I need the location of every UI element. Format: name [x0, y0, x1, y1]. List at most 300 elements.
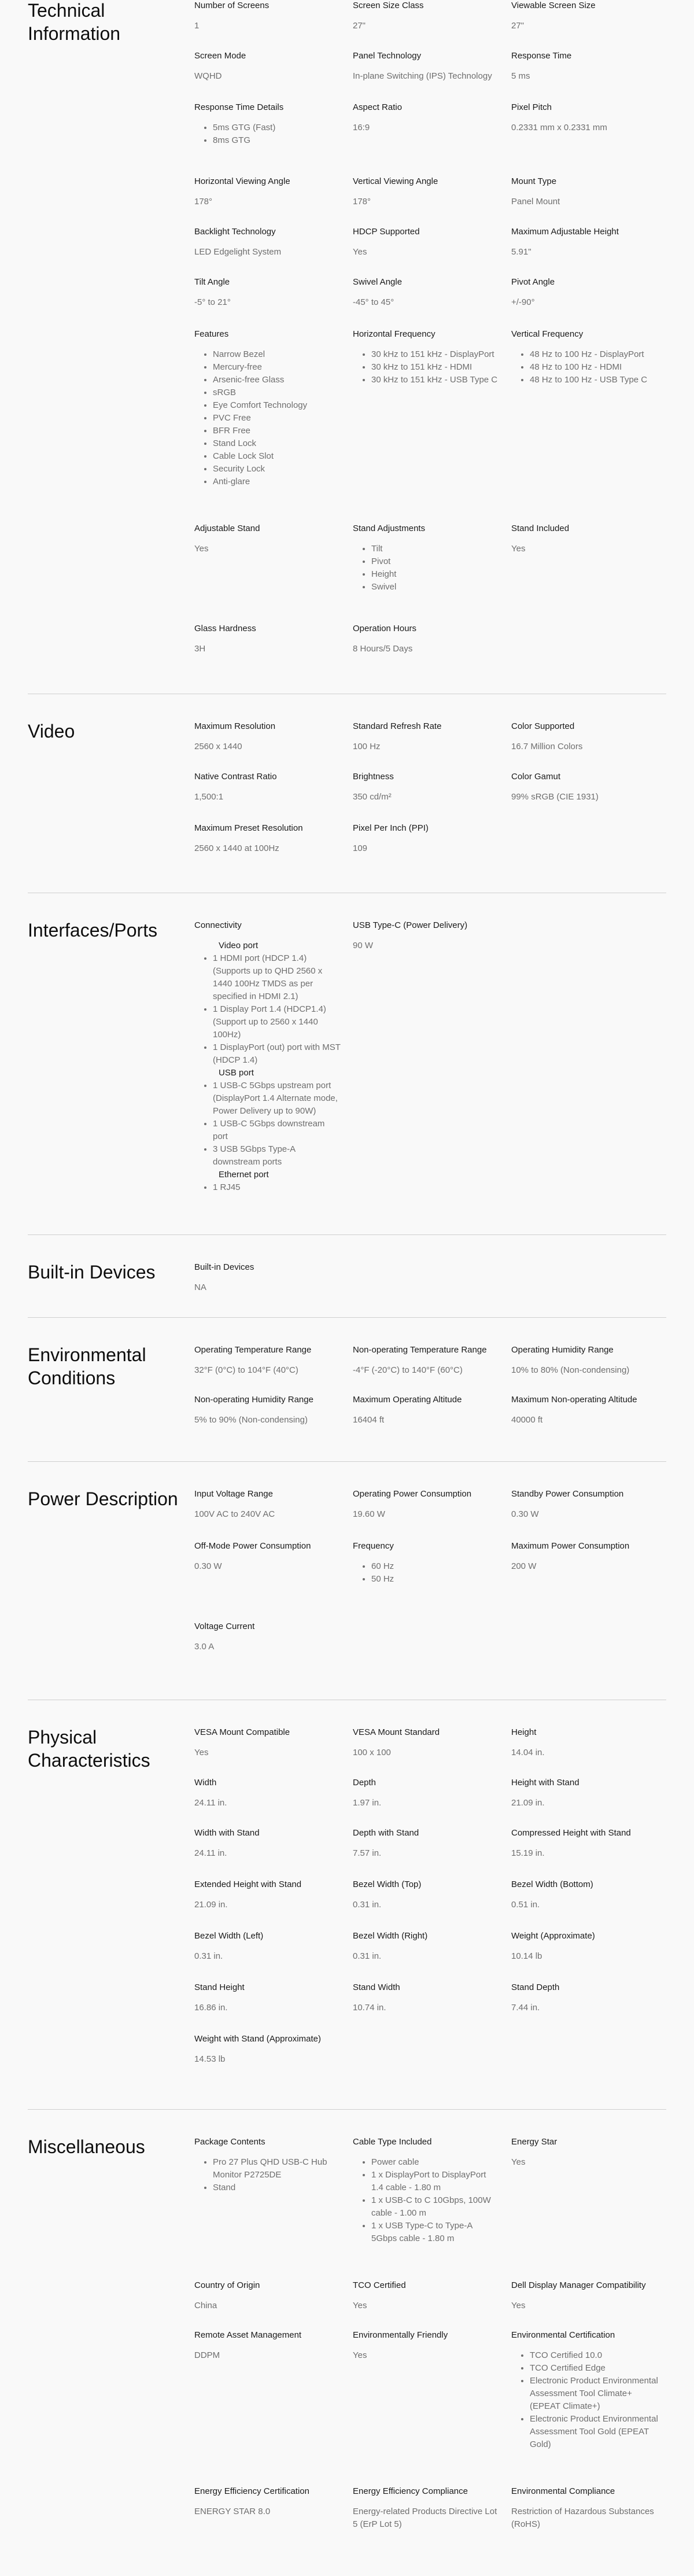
spec-value: 90 W: [353, 941, 374, 950]
spec-label: Stand Depth: [511, 1982, 560, 1992]
spec-value: 32°F (0°C) to 104°F (40°C): [194, 1365, 298, 1375]
spec-value-list: [194, 121, 341, 147]
spec-value: 100 Hz: [353, 742, 381, 751]
spec-value: 0.51 in.: [511, 1900, 540, 1910]
spec-value: 109: [353, 843, 368, 853]
spec-maximum-operating-altitude: [353, 1394, 511, 1427]
spec-grid: [194, 1344, 670, 1444]
spec-value: DDPM: [194, 2350, 220, 2360]
spec-label: Stand Included: [511, 524, 570, 533]
spec-list-item: • 48 Hz to 100 Hz - USB Type C: [530, 374, 658, 386]
spec-label: Maximum Adjustable Height: [511, 227, 619, 237]
spec-value: +/-90°: [511, 297, 535, 307]
spec-label: Viewable Screen Size: [511, 1, 596, 10]
spec-tco-certified: [353, 2280, 511, 2312]
spec-label: Tilt Angle: [194, 277, 230, 287]
spec-value: 200 W: [511, 1561, 537, 1571]
spec-value: 16:9: [353, 123, 370, 132]
spec-label: Horizontal Frequency: [353, 329, 435, 339]
section-title: Technical Information: [28, 0, 121, 44]
port-group-heading: Ethernet port: [219, 1170, 269, 1180]
section-physical-characteristics: [28, 1700, 666, 2110]
spec-label: Bezel Width (Top): [353, 1880, 422, 1889]
spec-features: [194, 329, 353, 488]
port-group-list: [194, 1181, 341, 1194]
spec-vesa-mount-standard: [353, 1727, 511, 1759]
spec-label: Adjustable Stand: [194, 524, 260, 533]
spec-standard-refresh-rate: [353, 721, 511, 753]
spec-label: Maximum Operating Altitude: [353, 1395, 462, 1405]
spec-maximum-adjustable-height: [511, 226, 670, 259]
spec-label: VESA Mount Compatible: [194, 1727, 290, 1737]
spec-value: 0.31 in.: [353, 1900, 382, 1910]
spec-label: Features: [194, 329, 229, 339]
spec-list-item: • Swivel: [371, 581, 500, 594]
spec-label: Response Time: [511, 51, 572, 61]
spec-value: 5% to 90% (Non-condensing): [194, 1415, 308, 1425]
spec-label: Cable Type Included: [353, 2137, 432, 2147]
spec-label: Brightness: [353, 772, 394, 782]
spec-bezel-width-right: [353, 1930, 511, 1963]
spec-label: Screen Size Class: [353, 1, 424, 10]
spec-value: 0.2331 mm x 0.2331 mm: [511, 123, 607, 132]
spec-list-item: • 48 Hz to 100 Hz - DisplayPort: [530, 348, 658, 361]
spec-mount-type: [511, 176, 670, 208]
spec-weight-with-stand-approximate: [194, 2033, 353, 2066]
spec-vertical-viewing-angle: [353, 176, 511, 208]
spec-value: 3.0 A: [194, 1642, 215, 1652]
spec-list-item: • Mercury-free: [213, 361, 341, 374]
spec-list-item: • 1 x USB-C to C 10Gbps, 100W cable - 1.00 m: [371, 2194, 500, 2220]
spec-value-list: [353, 2156, 500, 2245]
spec-list-item: • 8ms GTG: [213, 134, 341, 147]
spec-label: Bezel Width (Right): [353, 1931, 428, 1941]
spec-stand-height: [194, 1982, 353, 2014]
spec-non-operating-temperature-range: [353, 1344, 511, 1377]
spec-list-item: • 30 kHz to 151 kHz - DisplayPort: [371, 348, 500, 361]
spec-energy-star: [511, 2136, 670, 2245]
spec-label: Stand Adjustments: [353, 524, 426, 533]
spec-list-item: • 48 Hz to 100 Hz - HDMI: [530, 361, 658, 374]
spec-label: Glass Hardness: [194, 624, 256, 633]
spec-value: 0.31 in.: [353, 1951, 382, 1961]
spec-label: HDCP Supported: [353, 227, 420, 237]
section-interfaces-ports: [28, 893, 666, 1235]
spec-list-item: • Pro 27 Plus QHD USB-C Hub Monitor P2725DE: [213, 2156, 341, 2181]
spec-backlight-technology: [194, 226, 353, 259]
spec-value-list: [511, 348, 658, 386]
section-title: Physical Characteristics: [28, 1727, 150, 1771]
spec-value: 14.53 lb: [194, 2054, 226, 2064]
spec-stand-depth: [511, 1982, 670, 2014]
spec-value: Yes: [511, 2301, 526, 2310]
spec-label: Built-in Devices: [194, 1262, 254, 1272]
spec-label: Bezel Width (Left): [194, 1931, 264, 1941]
spec-label: Width with Stand: [194, 1828, 260, 1838]
spec-label: Depth with Stand: [353, 1828, 419, 1838]
spec-label: Color Supported: [511, 721, 575, 731]
spec-value: 16404 ft: [353, 1415, 385, 1425]
spec-usb-type-c-power-delivery: [353, 920, 511, 1194]
spec-label: Color Gamut: [511, 772, 561, 782]
spec-operating-power-consumption: [353, 1488, 511, 1521]
spec-label: Width: [194, 1778, 217, 1788]
spec-extended-height-with-stand: [194, 1879, 353, 1911]
spec-label: Energy Efficiency Compliance: [353, 2486, 468, 2496]
spec-width: [194, 1777, 353, 1810]
spec-operating-humidity-range: [511, 1344, 670, 1377]
spec-label: Bezel Width (Bottom): [511, 1880, 593, 1889]
spec-value: Yes: [194, 544, 209, 554]
spec-horizontal-viewing-angle: [194, 176, 353, 208]
spec-hdcp-supported: [353, 226, 511, 259]
section-built-in-devices: [28, 1235, 666, 1318]
spec-bezel-width-bottom: [511, 1879, 670, 1911]
spec-cable-type-included: [353, 2136, 511, 2245]
spec-value: ENERGY STAR 8.0: [194, 2507, 271, 2516]
spec-value: 5.91": [511, 247, 531, 257]
spec-label: Swivel Angle: [353, 277, 403, 287]
spec-package-contents: [194, 2136, 353, 2245]
spec-environmental-certification: [511, 2330, 670, 2451]
section-technical-information: [28, 0, 666, 694]
spec-swivel-angle: [353, 277, 511, 309]
spec-value: Yes: [194, 1748, 209, 1757]
spec-standby-power-consumption: [511, 1488, 670, 1521]
spec-value: 0.31 in.: [194, 1951, 223, 1961]
spec-label: Panel Technology: [353, 51, 422, 61]
spec-value: 40000 ft: [511, 1415, 543, 1425]
port-group-list: [194, 952, 341, 1067]
spec-label: Environmental Compliance: [511, 2486, 615, 2496]
spec-label: Environmentally Friendly: [353, 2330, 448, 2340]
spec-label: Pixel Per Inch (PPI): [353, 823, 429, 833]
spec-label: Native Contrast Ratio: [194, 772, 277, 782]
spec-label: Pivot Angle: [511, 277, 555, 287]
spec-value: 24.11 in.: [194, 1798, 227, 1808]
spec-width-with-stand: [194, 1827, 353, 1860]
spec-list-item: • Stand: [213, 2181, 341, 2194]
spec-label: Frequency: [353, 1541, 394, 1551]
spec-value: Restriction of Hazardous Substances (RoHS): [511, 2507, 654, 2529]
spec-energy-efficiency-compliance: [353, 2486, 511, 2531]
section-title: Interfaces/Ports: [28, 920, 158, 941]
spec-value-list: [353, 348, 500, 386]
spec-label: Standard Refresh Rate: [353, 721, 442, 731]
spec-list-item: • 50 Hz: [371, 1573, 500, 1586]
spec-label: Compressed Height with Stand: [511, 1828, 631, 1838]
spec-grid: [194, 0, 670, 673]
port-list-item: • 1 Display Port 1.4 (HDCP1.4) (Support up to 2560 x 1440 100Hz): [213, 1003, 341, 1041]
spec-label: USB Type-C (Power Delivery): [353, 920, 468, 930]
spec-maximum-power-consumption: [511, 1541, 670, 1586]
spec-weight-approximate: [511, 1930, 670, 1963]
port-list-item: • 3 USB 5Gbps Type-A downstream ports: [213, 1143, 341, 1169]
spec-operation-hours: [353, 623, 511, 655]
spec-label: Depth: [353, 1778, 376, 1788]
spec-value: 16.7 Million Colors: [511, 742, 583, 751]
spec-label: Non-operating Temperature Range: [353, 1345, 487, 1355]
spec-value: 0.30 W: [511, 1509, 539, 1519]
spec-value: 19.60 W: [353, 1509, 385, 1519]
spec-label: TCO Certified: [353, 2280, 406, 2290]
spec-value: 3H: [194, 644, 206, 654]
section-miscellaneous: [28, 2110, 666, 2576]
spec-stand-included: [511, 523, 670, 594]
spec-vesa-mount-compatible: [194, 1727, 353, 1759]
spec-value: 100 x 100: [353, 1748, 391, 1757]
spec-screen-size-class: [353, 0, 511, 32]
spec-maximum-non-operating-altitude: [511, 1394, 670, 1427]
spec-label: Country of Origin: [194, 2280, 260, 2290]
spec-value: 178°: [194, 197, 213, 207]
spec-label: Mount Type: [511, 176, 557, 186]
spec-value: 16.86 in.: [194, 2003, 228, 2013]
spec-label: Response Time Details: [194, 102, 284, 112]
spec-list-item: • Narrow Bezel: [213, 348, 341, 361]
spec-value: 7.44 in.: [511, 2003, 540, 2013]
spec-label: Connectivity: [194, 920, 242, 930]
spec-country-of-origin: [194, 2280, 353, 2312]
spec-operating-temperature-range: [194, 1344, 353, 1377]
spec-value: 27": [353, 21, 366, 31]
spec-label: Weight with Stand (Approximate): [194, 2034, 321, 2044]
spec-value: Yes: [511, 544, 526, 554]
spec-grid: [194, 1727, 670, 2084]
spec-color-gamut: [511, 771, 670, 804]
spec-value: 1: [194, 21, 200, 31]
spec-grid: [194, 1488, 670, 1671]
port-group-heading: USB port: [219, 1068, 254, 1078]
spec-value: 8 Hours/5 Days: [353, 644, 413, 654]
spec-list-item: • Electronic Product Environmental Assessment Tool Gold (EPEAT Gold): [530, 2413, 658, 2451]
spec-label: Remote Asset Management: [194, 2330, 302, 2340]
spec-response-time: [511, 50, 670, 83]
port-group-heading: Video port: [219, 941, 259, 950]
spec-depth: [353, 1777, 511, 1810]
spec-label: Stand Width: [353, 1982, 400, 1992]
spec-value: 2560 x 1440 at 100Hz: [194, 843, 279, 853]
spec-list-item: • TCO Certified 10.0: [530, 2349, 658, 2362]
spec-input-voltage-range: [194, 1488, 353, 1521]
spec-value: 99% sRGB (CIE 1931): [511, 792, 599, 802]
spec-brightness: [353, 771, 511, 804]
spec-label: Maximum Power Consumption: [511, 1541, 630, 1551]
spec-label: Energy Star: [511, 2137, 558, 2147]
spec-label: Input Voltage Range: [194, 1489, 273, 1499]
spec-grid: [194, 1262, 670, 1294]
spec-dell-display-manager-compatibility: [511, 2280, 670, 2312]
spec-value: 0.30 W: [194, 1561, 222, 1571]
spec-value: -4°F (-20°C) to 140°F (60°C): [353, 1365, 463, 1375]
spec-list-item: • Electronic Product Environmental Assessment Tool Climate+ (EPEAT Climate+): [530, 2375, 658, 2413]
spec-value: 5 ms: [511, 71, 530, 81]
spec-value: WQHD: [194, 71, 222, 81]
spec-list-item: • Security Lock: [213, 463, 341, 476]
spec-value: 10% to 80% (Non-condensing): [511, 1365, 630, 1375]
spec-list-item: • Anti-glare: [213, 476, 341, 488]
spec-value: 1,500:1: [194, 792, 224, 802]
port-list-item: • 1 DisplayPort (out) port with MST (HDCP 1.4): [213, 1041, 341, 1067]
spec-value: 21.09 in.: [511, 1798, 545, 1808]
spec-value: 15.19 in.: [511, 1848, 545, 1858]
spec-label: Package Contents: [194, 2137, 265, 2147]
section-environmental-conditions: [28, 1318, 666, 1462]
spec-list-item: • Arsenic-free Glass: [213, 374, 341, 386]
spec-maximum-preset-resolution: [194, 823, 353, 855]
spec-remote-asset-management: [194, 2330, 353, 2451]
spec-value: 10.74 in.: [353, 2003, 386, 2013]
spec-label: Weight (Approximate): [511, 1931, 595, 1941]
spec-label: Operating Temperature Range: [194, 1345, 312, 1355]
spec-value: 350 cd/m²: [353, 792, 392, 802]
spec-number-of-screens: [194, 0, 353, 32]
spec-value: 14.04 in.: [511, 1748, 545, 1757]
spec-value-list: [353, 543, 500, 594]
spec-response-time-details: [194, 102, 353, 147]
spec-grid: [194, 2136, 670, 2548]
spec-label: Maximum Non-operating Altitude: [511, 1395, 637, 1405]
spec-label: Standby Power Consumption: [511, 1489, 624, 1499]
spec-list-item: • Pivot: [371, 555, 500, 568]
spec-off-mode-power-consumption: [194, 1541, 353, 1586]
spec-label: Vertical Viewing Angle: [353, 176, 438, 186]
spec-value: LED Edgelight System: [194, 247, 282, 257]
spec-label: Stand Height: [194, 1982, 245, 1992]
spec-screen-mode: [194, 50, 353, 83]
spec-value: 178°: [353, 197, 371, 207]
spec-height: [511, 1727, 670, 1759]
spec-label: Maximum Resolution: [194, 721, 276, 731]
spec-value: -5° to 21°: [194, 297, 231, 307]
spec-value: Panel Mount: [511, 197, 560, 207]
spec-list-item: • TCO Certified Edge: [530, 2362, 658, 2375]
spec-environmentally-friendly: [353, 2330, 511, 2451]
spec-list-item: • Cable Lock Slot: [213, 450, 341, 463]
spec-value-list: [511, 2349, 658, 2451]
spec-label: Dell Display Manager Compatibility: [511, 2280, 646, 2290]
spec-value: Yes: [511, 2157, 526, 2167]
spec-list-item: • Power cable: [371, 2156, 500, 2169]
spec-pixel-pitch: [511, 102, 670, 147]
port-list-item: • 1 USB-C 5Gbps upstream port (DisplayPort 1.4 Alternate mode, Power Delivery up to 90W): [213, 1079, 341, 1118]
spec-list-item: • 30 kHz to 151 kHz - HDMI: [371, 361, 500, 374]
spec-maximum-resolution: [194, 721, 353, 753]
spec-tilt-angle: [194, 277, 353, 309]
spec-label: Off-Mode Power Consumption: [194, 1541, 311, 1551]
spec-height-with-stand: [511, 1777, 670, 1810]
spec-depth-with-stand: [353, 1827, 511, 1860]
spec-value: 100V AC to 240V AC: [194, 1509, 275, 1519]
spec-list-item: • 5ms GTG (Fast): [213, 121, 341, 134]
spec-grid: [194, 920, 670, 1194]
spec-label: Maximum Preset Resolution: [194, 823, 303, 833]
section-title: Built-in Devices: [28, 1262, 156, 1283]
spec-stand-width: [353, 1982, 511, 2014]
spec-connectivity: [194, 920, 353, 1194]
spec-list-item: • Stand Lock: [213, 437, 341, 450]
spec-label: Number of Screens: [194, 1, 270, 10]
spec-pixel-per-inch-ppi: [353, 823, 511, 855]
spec-list-item: • sRGB: [213, 386, 341, 399]
spec-environmental-compliance: [511, 2486, 670, 2531]
spec-panel-technology: [353, 50, 511, 83]
spec-label: Operation Hours: [353, 624, 417, 633]
spec-value: -45° to 45°: [353, 297, 394, 307]
spec-label: Non-operating Humidity Range: [194, 1395, 313, 1405]
section-power-description: [28, 1462, 666, 1700]
spec-value-list: [194, 348, 341, 488]
spec-value: Yes: [353, 2350, 367, 2360]
spec-value: China: [194, 2301, 217, 2310]
spec-list-item: • 1 x DisplayPort to DisplayPort 1.4 cable - 1.80 m: [371, 2169, 500, 2194]
spec-label: Operating Power Consumption: [353, 1489, 472, 1499]
port-list-item: • 1 USB-C 5Gbps downstream port: [213, 1118, 341, 1143]
section-title: Power Description: [28, 1488, 178, 1509]
port-list-item: • 1 HDMI port (HDCP 1.4) (Supports up to QHD 2560 x 1440 100Hz TMDS as per specified in HDMI 2.1): [213, 952, 341, 1003]
spec-value: Yes: [353, 247, 367, 257]
spec-label: Screen Mode: [194, 51, 246, 61]
spec-value: 7.57 in.: [353, 1848, 382, 1858]
spec-grid: [194, 721, 670, 873]
spec-value: Energy-related Products Directive Lot 5 (ErP Lot 5): [353, 2507, 497, 2529]
spec-label: Height: [511, 1727, 537, 1737]
spec-label: VESA Mount Standard: [353, 1727, 440, 1737]
spec-non-operating-humidity-range: [194, 1394, 353, 1427]
spec-value: 1.97 in.: [353, 1798, 382, 1808]
spec-compressed-height-with-stand: [511, 1827, 670, 1860]
spec-label: Extended Height with Stand: [194, 1880, 302, 1889]
spec-value: In-plane Switching (IPS) Technology: [353, 71, 492, 81]
spec-label: Height with Stand: [511, 1778, 579, 1788]
spec-list-item: • Tilt: [371, 543, 500, 555]
spec-bezel-width-top: [353, 1879, 511, 1911]
spec-horizontal-frequency: [353, 329, 511, 488]
spec-label: Horizontal Viewing Angle: [194, 176, 290, 186]
spec-label: Energy Efficiency Certification: [194, 2486, 309, 2496]
spec-label: Voltage Current: [194, 1621, 255, 1631]
spec-frequency: [353, 1541, 511, 1586]
spec-glass-hardness: [194, 623, 353, 655]
spec-value-list: [353, 1560, 500, 1586]
spec-list-item: • 1 x USB Type-C to Type-A 5Gbps cable - 1.80 m: [371, 2220, 500, 2245]
spec-value: 10.14 lb: [511, 1951, 542, 1961]
spec-value: Yes: [353, 2301, 367, 2310]
spec-aspect-ratio: [353, 102, 511, 147]
spec-value: 24.11 in.: [194, 1848, 227, 1858]
spec-value: 27": [511, 21, 525, 31]
spec-value: 21.09 in.: [194, 1900, 228, 1910]
spec-label: Operating Humidity Range: [511, 1345, 614, 1355]
spec-label: Vertical Frequency: [511, 329, 584, 339]
section-video: [28, 694, 666, 893]
spec-stand-adjustments: [353, 523, 511, 594]
spec-energy-efficiency-certification: [194, 2486, 353, 2531]
spec-color-supported: [511, 721, 670, 753]
spec-label: Pixel Pitch: [511, 102, 552, 112]
spec-list-item: • BFR Free: [213, 425, 341, 437]
spec-label: Aspect Ratio: [353, 102, 403, 112]
spec-pivot-angle: [511, 277, 670, 309]
spec-list-item: • PVC Free: [213, 412, 341, 425]
section-title: Environmental Conditions: [28, 1344, 146, 1388]
spec-bezel-width-left: [194, 1930, 353, 1963]
spec-list-item: • Eye Comfort Technology: [213, 399, 341, 412]
spec-value: NA: [194, 1283, 206, 1292]
spec-viewable-screen-size: [511, 0, 670, 32]
spec-voltage-current: [194, 1621, 353, 1653]
spec-built-in-devices: [194, 1262, 353, 1294]
